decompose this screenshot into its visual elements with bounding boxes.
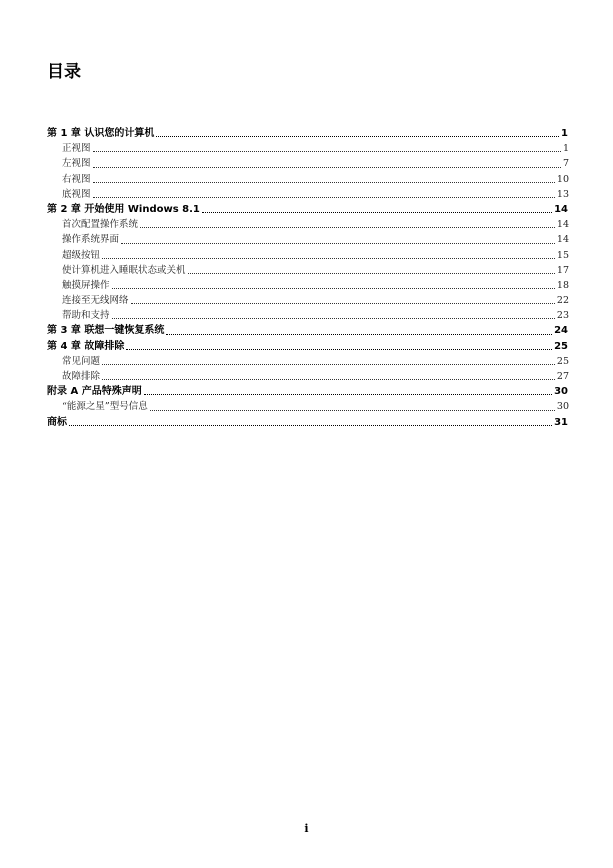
toc-entry-label: 正视图 — [62, 143, 91, 155]
toc-chapter-entry[interactable] — [47, 126, 569, 141]
toc-section-entry[interactable] — [47, 172, 569, 187]
toc-section-entry[interactable] — [47, 248, 569, 263]
toc-entry-label: 第 4 章 故障排除 — [47, 340, 125, 352]
toc-chapter-entry[interactable] — [47, 323, 569, 338]
dot-leader — [112, 317, 555, 319]
toc-entry-page: 14 — [554, 203, 568, 215]
toc-entry-label: 首次配置操作系统 — [62, 219, 139, 231]
toc-section-entry[interactable] — [47, 217, 569, 232]
toc-entry-page: 14 — [556, 234, 569, 246]
toc-entry-label: 使计算机进入睡眠状态或关机 — [62, 264, 186, 276]
toc-entry-label: 帮助和支持 — [62, 310, 110, 322]
toc-entry-page: 1 — [561, 128, 568, 139]
toc-entry-label: 底视图 — [62, 188, 91, 200]
toc-section-entry[interactable] — [47, 293, 569, 308]
toc-entry-page: 27 — [556, 371, 569, 382]
dot-leader — [69, 424, 552, 426]
toc-entry-label: 第 2 章 开始使用 Windows 8.1 — [47, 203, 200, 215]
dot-leader — [156, 135, 559, 137]
dot-leader — [102, 363, 555, 365]
dot-leader — [112, 287, 555, 289]
toc-entry-page: 1 — [562, 143, 569, 155]
dot-leader — [202, 211, 552, 213]
toc-entry-label: 连接至无线网络 — [62, 295, 129, 307]
dot-leader — [140, 226, 555, 228]
toc-section-entry[interactable] — [47, 369, 569, 384]
dot-leader — [102, 257, 555, 259]
toc-entry-page: 25 — [554, 340, 568, 352]
toc-entry-label: 操作系统界面 — [62, 234, 120, 246]
dot-leader — [93, 166, 561, 168]
dot-leader — [166, 333, 552, 335]
toc-entry-label: 常见问题 — [62, 355, 101, 367]
toc-entry-page: 17 — [556, 264, 569, 276]
toc-entry-page: 31 — [554, 416, 568, 428]
dot-leader — [126, 348, 552, 350]
toc-entry-label: 附录 A 产品特殊声明 — [47, 386, 142, 398]
toc-entry-label: 第 3 章 联想一键恢复系统 — [47, 325, 165, 337]
dot-leader — [93, 150, 561, 152]
toc-section-entry[interactable] — [47, 399, 569, 414]
toc-entry-page: 15 — [556, 249, 569, 261]
toc-entry-label: 商标 — [47, 416, 67, 428]
toc-entry-page: 24 — [554, 325, 568, 337]
toc-section-entry[interactable] — [47, 156, 569, 171]
toc-section-entry[interactable] — [47, 354, 569, 369]
dot-leader — [93, 181, 555, 183]
page-title: 目录 — [47, 62, 81, 82]
dot-leader — [93, 196, 555, 198]
dot-leader — [188, 272, 555, 274]
toc-entry-label: 左视图 — [62, 158, 91, 170]
page-number: i — [304, 822, 309, 835]
toc-section-entry[interactable] — [47, 232, 569, 247]
toc-entry-label: 故障排除 — [62, 371, 101, 382]
toc-entry-page: 25 — [556, 355, 569, 367]
toc-entry-label: 第 1 章 认识您的计算机 — [47, 128, 155, 139]
toc-section-entry[interactable] — [47, 308, 569, 323]
toc-entry-page: 23 — [556, 310, 569, 322]
toc-entry-page: 13 — [556, 188, 569, 200]
toc-entry-label: 触摸屏操作 — [62, 279, 110, 291]
dot-leader — [144, 393, 552, 395]
toc-chapter-entry[interactable] — [47, 415, 569, 430]
toc-section-entry[interactable] — [47, 278, 569, 293]
toc-section-entry[interactable] — [47, 141, 569, 156]
table-of-contents — [47, 126, 569, 430]
toc-entry-page: 18 — [556, 279, 569, 291]
toc-entry-page: 30 — [556, 401, 569, 413]
toc-entry-page: 30 — [554, 386, 568, 398]
toc-entry-label: 右视图 — [62, 173, 91, 185]
dot-leader — [131, 302, 555, 304]
toc-entry-label: 超级按钮 — [62, 249, 101, 261]
dot-leader — [102, 378, 555, 380]
toc-entry-page: 14 — [556, 219, 569, 231]
toc-entry-page: 7 — [562, 158, 569, 170]
dot-leader — [121, 242, 555, 244]
toc-section-entry[interactable] — [47, 187, 569, 202]
toc-chapter-entry[interactable] — [47, 339, 569, 354]
toc-entry-page: 22 — [556, 295, 569, 307]
toc-entry-label: “能源之星”型号信息 — [62, 401, 148, 413]
toc-entry-page: 10 — [556, 173, 569, 185]
toc-chapter-entry[interactable] — [47, 202, 569, 217]
toc-section-entry[interactable] — [47, 263, 569, 278]
toc-chapter-entry[interactable] — [47, 384, 569, 399]
dot-leader — [150, 409, 555, 411]
